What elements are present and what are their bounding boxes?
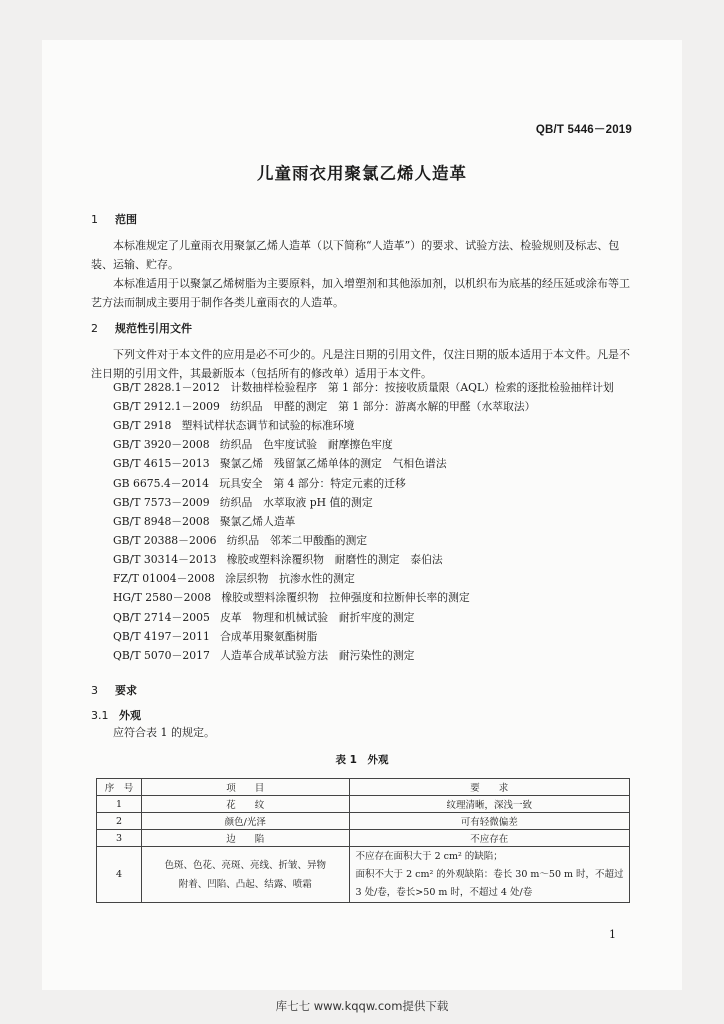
reference-item <box>91 550 636 569</box>
table-header-row <box>97 779 630 796</box>
appearance-table <box>96 778 630 903</box>
header-no: 序 号 <box>97 779 142 796</box>
cell-no: 3 <box>97 830 142 847</box>
cell-requirement <box>349 847 629 903</box>
reference-list <box>91 378 636 665</box>
section-title: 要求 <box>115 684 137 697</box>
paragraph-scope-2: 本标准适用于以聚氯乙烯树脂为主要原料，加入增塑剂和其他添加剂，以机织布为底基的经压延或涂布等工艺方法而制成主要用于制作各类儿童雨衣的人造革。 <box>91 277 630 309</box>
reference-code: FZ/T 01004－2008 <box>113 572 215 586</box>
section-number: 2 <box>91 322 98 335</box>
reference-code: GB/T 3920－2008 <box>113 438 210 452</box>
cell-requirement-line: 3 处/卷，卷长>50 m 时，不超过 4 处/卷 <box>355 886 533 898</box>
cell-requirement: 纹理清晰，深浅一致 <box>349 796 629 813</box>
cell-item: 颜色/光泽 <box>141 813 349 830</box>
reference-code: GB/T 20388－2006 <box>113 533 217 547</box>
cell-item: 边 陷 <box>141 830 349 847</box>
paragraph-scope-1: 本标准规定了儿童雨衣用聚氯乙烯人造革（以下简称“人造革”）的要求、试验方法、检验规则及标志、包装、运输、贮存。 <box>91 239 620 271</box>
subsection-heading-appearance <box>91 707 141 723</box>
table-row <box>97 796 630 813</box>
section-heading-requirements <box>91 682 137 698</box>
table-caption: 表 1 外观 <box>335 754 389 766</box>
reference-item <box>91 454 636 473</box>
reference-item <box>91 474 636 493</box>
cell-requirement: 可有轻微偏差 <box>349 813 629 830</box>
reference-item <box>91 512 636 531</box>
cell-item-line: 附着、凹陷、凸起、结露、喷霜 <box>178 878 312 890</box>
reference-title: 人造革合成革试验方法 耐污染性的测定 <box>220 648 415 662</box>
section-number: 3 <box>91 684 98 697</box>
cell-no: 1 <box>97 796 142 813</box>
table-row <box>97 830 630 847</box>
reference-code: GB/T 2912.1－2009 <box>113 400 220 413</box>
section-heading-normative-references <box>91 320 192 336</box>
reference-title: 塑料试样状态调节和试验的标准环境 <box>181 419 355 433</box>
cell-requirement: 不应存在 <box>349 830 629 847</box>
subsection-title: 外观 <box>119 709 141 722</box>
reference-item <box>91 397 636 416</box>
reference-code: GB 6675.4－2014 <box>113 476 210 490</box>
reference-title: 合成革用聚氨酯树脂 <box>220 629 318 643</box>
standard-code: QB/T 5446－2019 <box>535 124 632 136</box>
reference-item <box>91 569 636 588</box>
reference-item <box>91 588 636 607</box>
subsection-number: 3.1 <box>91 709 109 722</box>
document-title: 儿童雨衣用聚氯乙烯人造革 <box>257 164 467 183</box>
table-row <box>97 847 630 903</box>
reference-title: 皮革 物理和机械试验 耐折牢度的测定 <box>220 610 415 624</box>
reference-title: 纺织品 水萃取液 pH 值的测定 <box>219 495 373 509</box>
header-item: 项 目 <box>141 779 349 796</box>
reference-code: QB/T 4197－2011 <box>113 629 210 643</box>
reference-code: GB/T 8948－2008 <box>113 514 210 528</box>
page-number: 1 <box>609 928 616 941</box>
reference-code: HG/T 2580－2008 <box>113 591 212 605</box>
reference-item <box>91 493 636 512</box>
section-title: 规范性引用文件 <box>115 322 192 335</box>
reference-item <box>91 531 636 550</box>
paragraph-references-intro: 下列文件对于本文件的应用是必不可少的。凡是注日期的引用文件，仅注日期的版本适用于本文件。凡是不注日期的引用文件，其最新版本（包括所有的修改单）适用于本文件。 <box>91 348 630 380</box>
section-title: 范围 <box>115 213 137 226</box>
reference-title: 聚氯乙烯人造革 <box>219 514 296 528</box>
reference-title: 纺织品 邻苯二甲酸酯的测定 <box>226 533 368 547</box>
reference-title: 纺织品 甲醛的测定 第 1 部分：游离水解的甲醛（水萃取法） <box>230 400 536 413</box>
cell-requirement-line: 面积不大于 2 cm² 的外观缺陷：卷长 30 m～50 m 时，不超过 <box>355 868 624 880</box>
reference-code: GB/T 30314－2013 <box>113 553 217 567</box>
reference-title: 涂层织物 抗渗水性的测定 <box>225 572 355 586</box>
cell-no: 2 <box>97 813 142 830</box>
reference-items <box>91 397 636 665</box>
reference-item <box>91 646 636 665</box>
cell-item: 花 纹 <box>141 796 349 813</box>
table-row <box>97 813 630 830</box>
reference-code: GB/T 4615－2013 <box>113 457 210 471</box>
header-requirement: 要 求 <box>349 779 629 796</box>
section-heading-scope <box>91 211 137 227</box>
cell-item-line: 色斑、色花、亮斑、亮线、折皱、异物 <box>164 859 326 871</box>
cell-no: 4 <box>97 847 142 903</box>
reference-item <box>91 608 636 627</box>
reference-title: 聚氯乙烯 残留氯乙烯单体的测定 气相色谱法 <box>219 457 447 471</box>
reference-code: GB/T 2918 <box>113 419 172 433</box>
reference-item <box>91 435 636 454</box>
reference-code: GB/T 7573－2009 <box>113 495 210 509</box>
cell-requirement-line: 不应存在面积大于 2 cm² 的缺陷； <box>355 850 503 862</box>
cell-item <box>141 847 349 903</box>
reference-code: QB/T 2714－2005 <box>113 610 210 624</box>
reference-title: 橡胶或塑料涂覆织物 耐磨性的测定 泰伯法 <box>226 553 443 567</box>
reference-title: 橡胶或塑料涂覆织物 拉伸强度和拉断伸长率的测定 <box>221 591 470 605</box>
reference-title: 玩具安全 第 4 部分：特定元素的迁移 <box>219 476 406 490</box>
download-watermark: 库七七 www.kqqw.com提供下载 <box>275 999 449 1013</box>
reference-code: QB/T 5070－2017 <box>113 648 210 662</box>
reference-title: 纺织品 色牢度试验 耐摩擦色牢度 <box>219 438 393 452</box>
paragraph-appearance: 应符合表 1 的规定。 <box>113 726 215 739</box>
section-number: 1 <box>91 213 98 226</box>
reference-item <box>91 627 636 646</box>
reference-item: GB/T 2828.1－2012 计数抽样检验程序 第 1 部分：按接收质量限（AQL）检索的逐批检验抽样计划 <box>113 381 614 394</box>
reference-item <box>91 416 636 435</box>
